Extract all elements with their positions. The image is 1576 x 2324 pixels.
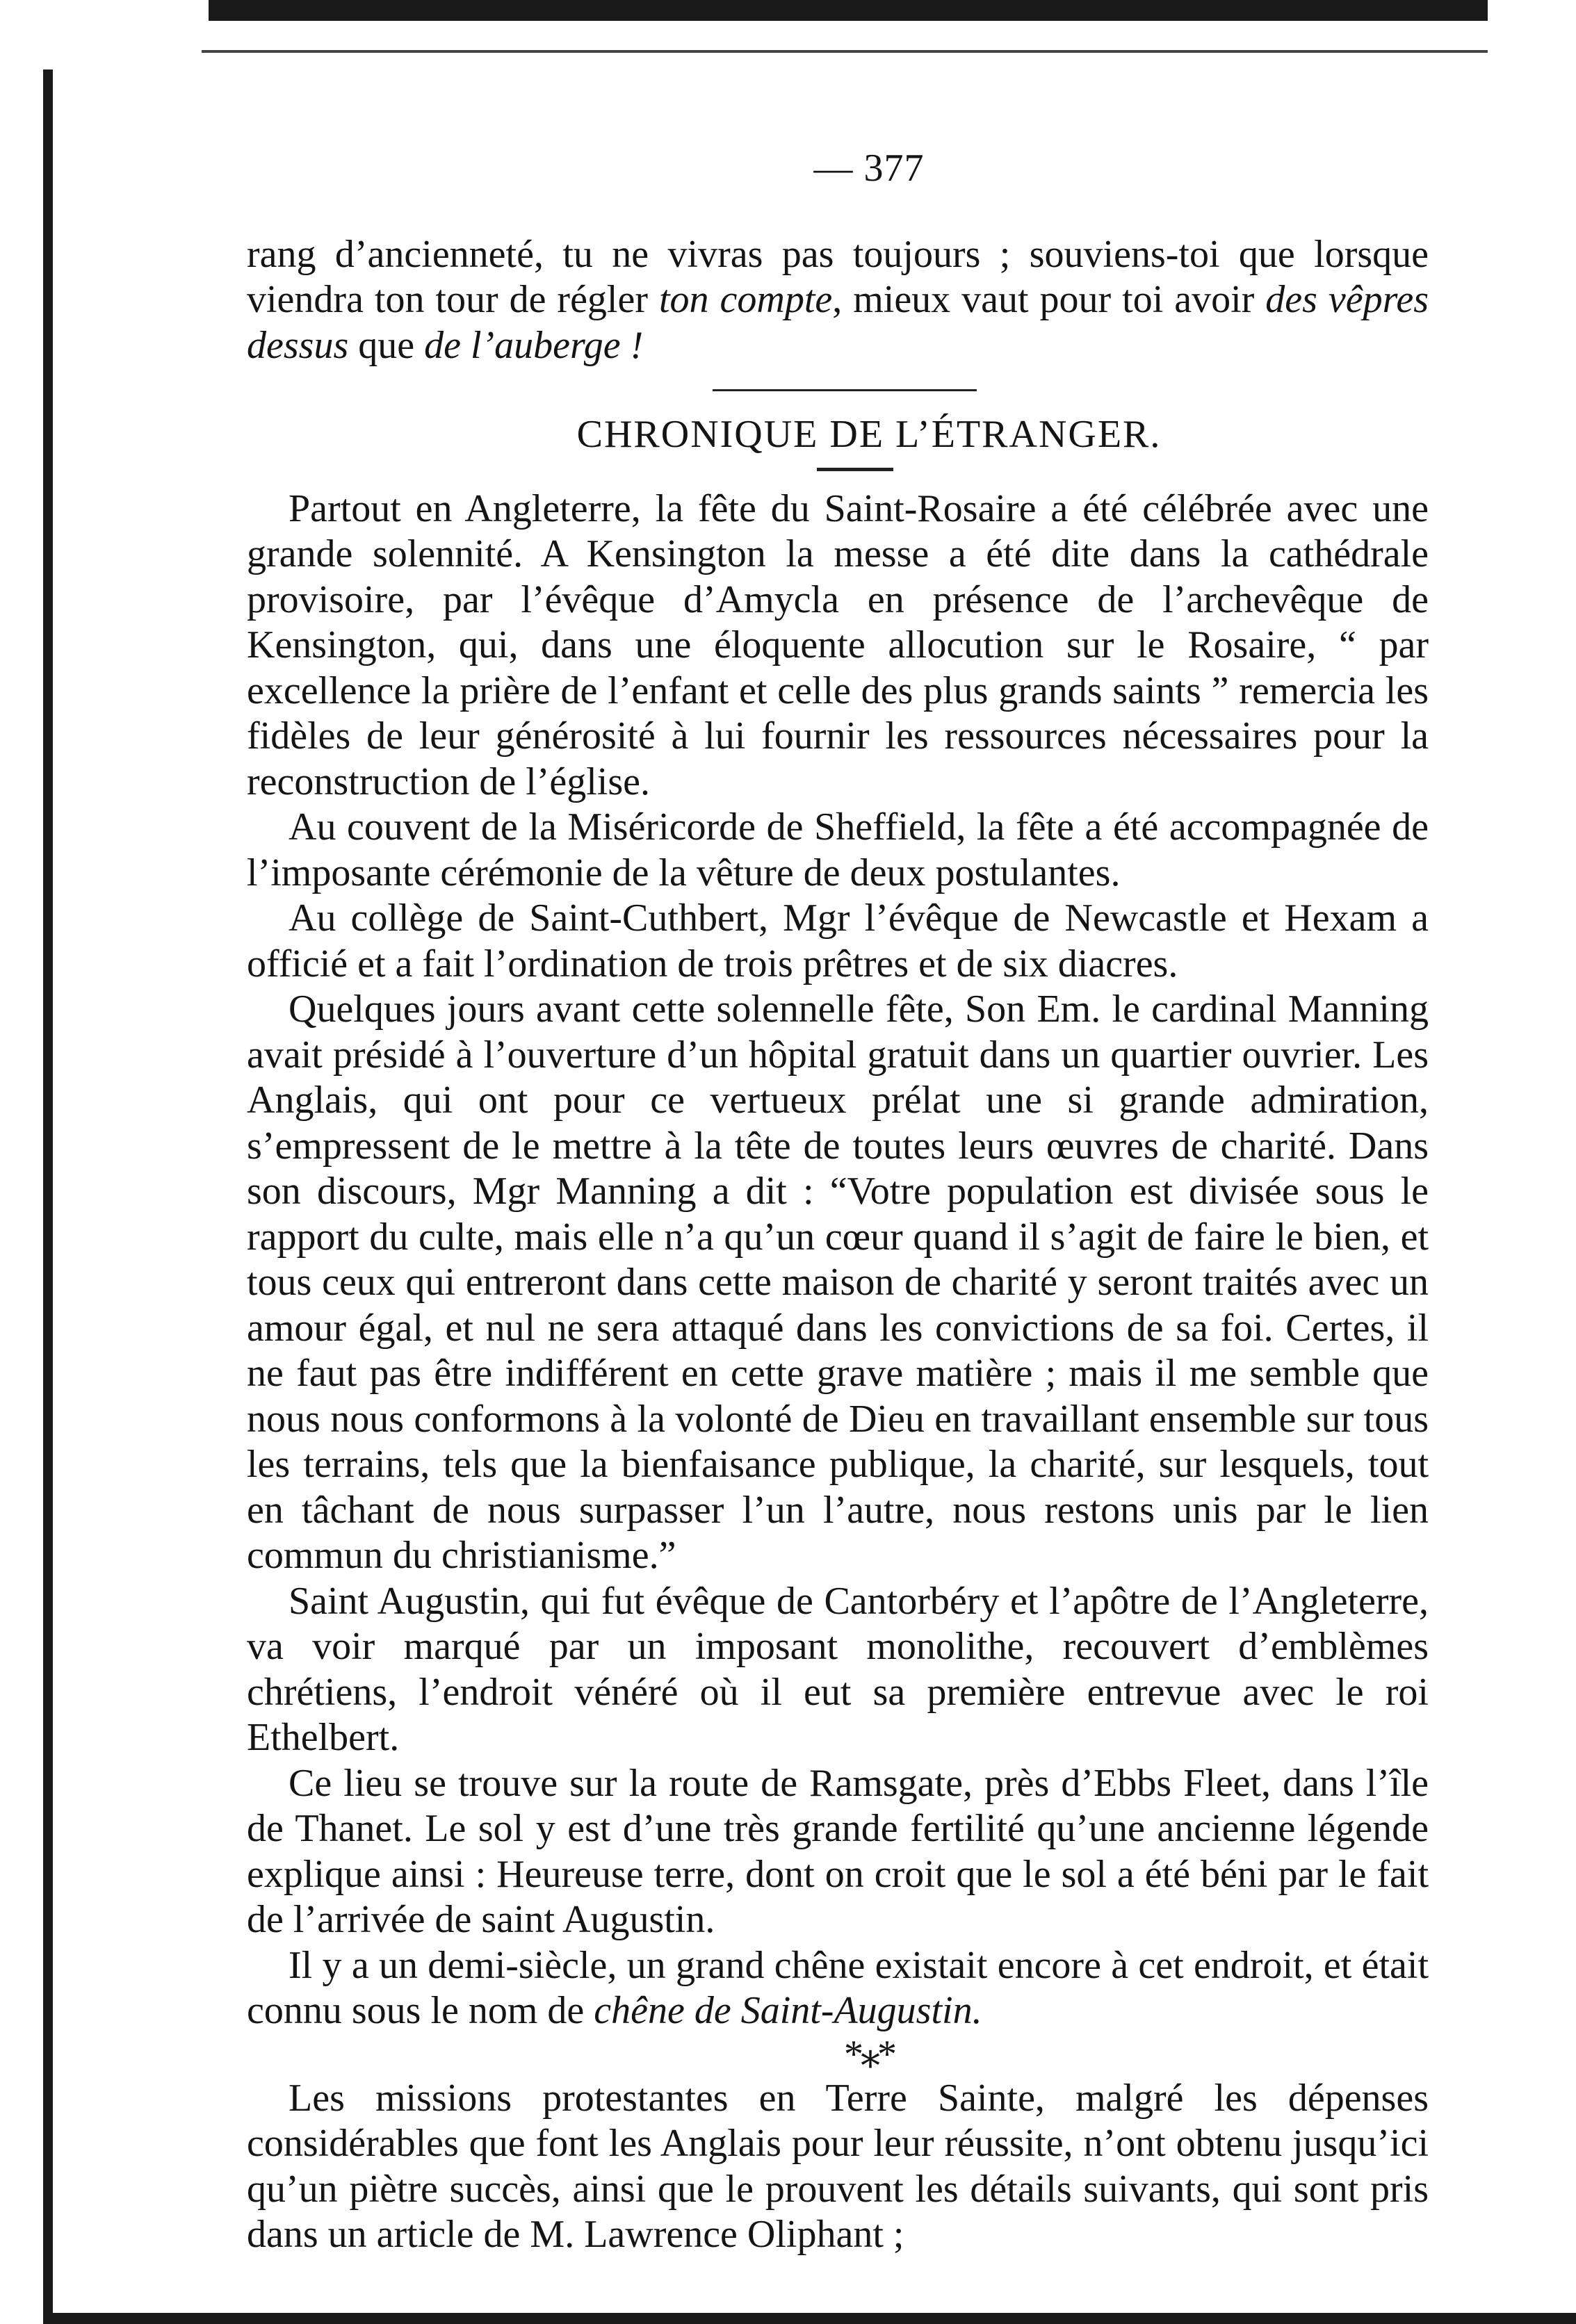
binding-edge xyxy=(43,69,53,2324)
top-border-rule xyxy=(209,0,1488,21)
opening-italic-3: de l’auberge ! xyxy=(424,323,644,367)
paragraph-chene xyxy=(247,1943,1429,2034)
oak-text: Il y a un demi-siècle, un grand chêne existait encore à cet endroit, et était connu sous le nom de xyxy=(247,1943,1429,2032)
paragraph-manning: Quelques jours avant cette solennelle fête, Son Em. le cardinal Manning avait présidé à l’ouverture d’un hôpital gratuit dans un quartier ouvrier. Les Anglais, qui ont pour ce vertueux prélat une si grande admiration, s’empressent de le mettre à la tête de toutes leurs œuvres de charité. Dans son discours, Mgr Manning a dit : “Votre population est divisée sous le rapport du culte, mais elle n’a qu’un cœur quand il s’agit de faire le bien, et tous ceux qui entreront dans cette maison de charité y seront traités avec un amour égal, et nul ne sera attaqué dans les convictions de sa foi. Certes, il ne faut pas être indifférent en cette grave matière ; mais il me semble que nous nous conformons à la volonté de Dieu en travaillant ensemble sur tous les terrains, tels que la bienfaisance publique, la charité, sur lesquels, tout en tâchant de nous surpasser l’un l’autre, nous restons unis par le lien commun du christianisme.” xyxy=(247,988,1429,1577)
bottom-border-rule xyxy=(43,2313,1576,2324)
opening-italic-2: des vêpres dessus xyxy=(247,278,1429,367)
page-number: — 377 xyxy=(813,147,925,190)
paragraph-ramsgate: Ce lieu se trouve sur la route de Ramsgate, près d’Ebbs Fleet, dans l’île de Thanet. Le sol y est d’une très grande fertilité qu’une ancienne légende explique ainsi : Heureuse terre, dont on croit que le sol a été béni par le fait de l’arrivée de saint Augustin. xyxy=(247,1761,1429,1941)
paragraph-sheffield: Au couvent de la Miséricorde de Sheffield, la fête a été accompagnée de l’imposante cérémonie de la vêture de deux postulantes. xyxy=(247,805,1429,894)
section-heading: CHRONIQUE DE L’ÉTRANGER. xyxy=(576,413,1162,456)
paragraph-missions: Les missions protestantes en Terre Sainte, malgré les dépenses considérables que font les Anglais pour leur réussite, n’ont obtenu jusqu’ici qu’un piètre succès, ainsi que le prouvent les détails suivants, qui sont pris dans un article de M. Lawrence Oliphant ; xyxy=(247,2076,1429,2256)
opening-italic-1: ton compte xyxy=(658,278,833,321)
paragraph-cuthbert: Au collège de Saint-Cuthbert, Mgr l’évêque de Newcastle et Hexam a officié et a fait l’ordination de trois prêtres et de six diacres. xyxy=(247,897,1429,985)
page-body xyxy=(247,146,1429,2258)
top-thin-rule xyxy=(202,50,1488,53)
section-separator-long xyxy=(713,389,977,391)
opening-text-2: , mieux vaut pour toi avoir xyxy=(832,278,1266,321)
opening-text-3: que xyxy=(348,323,425,367)
paragraph-augustin: Saint Augustin, qui fut évêque de Cantorbéry et l’apôtre de l’Angleterre, va voir marqué par un imposant monolithe, recouvert d’emblèmes chrétiens, l’endroit vénéré où il eut sa première entrevue avec le roi Ethelbert. xyxy=(247,1579,1429,1759)
asterism-separator: *⁎* xyxy=(844,2032,894,2076)
oak-italic: chêne de Saint-Augustin. xyxy=(594,1989,982,2032)
opening-paragraph xyxy=(247,232,1429,369)
opening-text-1: rang d’ancienneté, tu ne vivras pas toujours ; souviens-toi que lorsque viendra ton tour de régler xyxy=(247,232,1429,321)
paragraph-rosaire: Partout en Angleterre, la fête du Saint-Rosaire a été célébrée avec une grande solennité. A Kensington la messe a été dite dans la cathédrale provisoire, par l’évêque d’Amycla en présence de l’archevêque de Kensington, qui, dans une éloquente allocution sur le Rosaire, “ par excellence la prière de l’enfant et celle des plus grands saints ” remercia les fidèles de leur générosité à lui fournir les ressources nécessaires pour la reconstruction de l’église. xyxy=(247,486,1429,803)
section-separator-short xyxy=(817,468,893,471)
